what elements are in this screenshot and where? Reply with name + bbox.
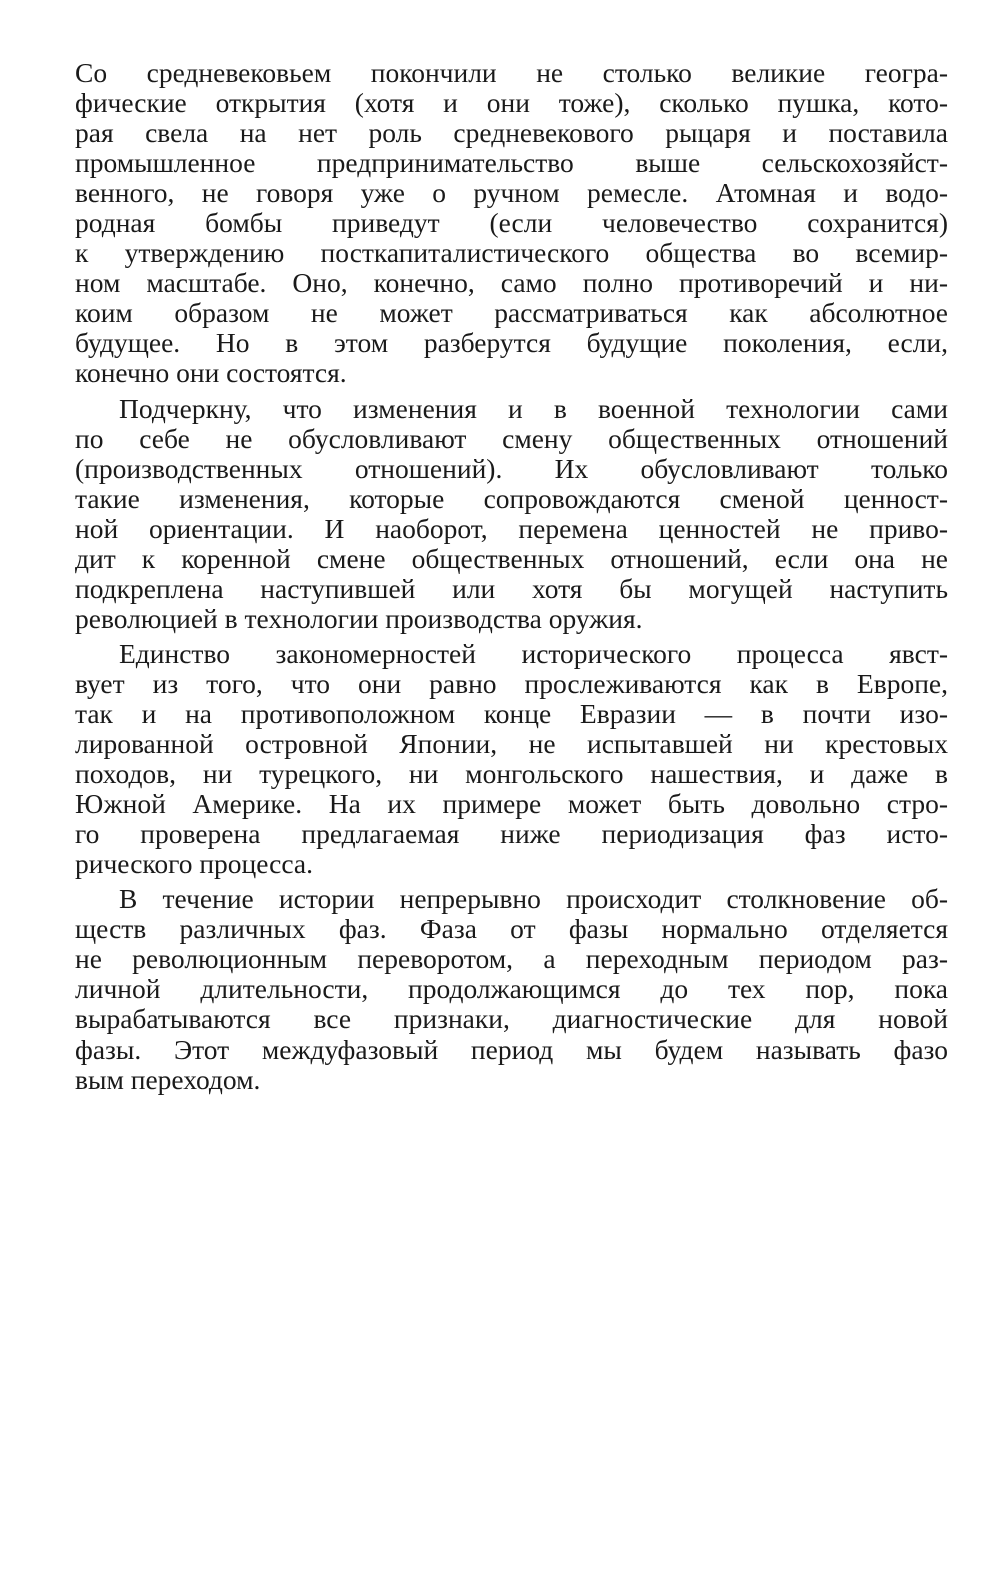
text-line: вует из того, что они равно прослеживаются как в Европе, xyxy=(75,667,948,699)
text-line: В течение истории непрерывно происходит столкновение об- xyxy=(119,883,948,915)
text-line: ной ориентации. И наоборот, перемена ценностей не приво- xyxy=(75,512,948,544)
text-line: вым переходом. xyxy=(75,1063,261,1095)
text-line: ном масштабе. Оно, конечно, само полно противоречий и ни- xyxy=(75,267,948,299)
text-line: будущее. Но в этом разберутся будущие поколения, если, xyxy=(75,327,948,359)
text-line: ществ различных фаз. Фаза от фазы нормально отделяется xyxy=(75,913,948,945)
paragraph-3 xyxy=(75,639,948,879)
text-line: Подчеркну, что изменения и в военной технологии сами xyxy=(119,392,948,424)
text-line: личной длительности, продолжающимся до тех пор, пока xyxy=(75,973,948,1005)
text-line: фические открытия (хотя и они тоже), сколько пушка, кото- xyxy=(75,87,948,119)
page-text xyxy=(75,58,948,1100)
text-line: конечно они состоятся. xyxy=(75,357,347,389)
text-line: дит к коренной смене общественных отношений, если она не xyxy=(75,542,948,574)
text-line: рая свела на нет роль средневекового рыцаря и поставила xyxy=(75,117,948,149)
paragraph-2 xyxy=(75,394,948,634)
text-line: так и на противоположном конце Евразии — в почти изо- xyxy=(75,697,948,729)
paragraph-4 xyxy=(75,884,948,1094)
text-line: родная бомбы приведут (если человечество сохранится) xyxy=(75,207,948,239)
text-line: походов, ни турецкого, ни монгольского нашествия, и даже в xyxy=(75,758,948,790)
text-line: Единство закономерностей исторического процесса явст- xyxy=(119,637,948,669)
text-line: по себе не обусловливают смену общественных отношений xyxy=(75,422,948,454)
text-line: революцией в технологии производства оружия. xyxy=(75,602,643,634)
text-line: венного, не говоря уже о ручном ремесле. Атомная и водо- xyxy=(75,177,948,209)
text-line: (производственных отношений). Их обусловливают только xyxy=(75,452,948,484)
text-line: коим образом не может рассматриваться как абсолютное xyxy=(75,297,948,329)
text-line: не революционным переворотом, а переходным периодом раз- xyxy=(75,943,948,975)
paragraph-1 xyxy=(75,58,948,389)
text-line: промышленное предпринимательство выше сельскохозяйст- xyxy=(75,147,948,179)
text-line: фазы. Этот междуфазовый период мы будем называть фазо xyxy=(75,1033,948,1065)
text-line: го проверена предлагаемая ниже периодизация фаз исто- xyxy=(75,818,948,850)
text-line: такие изменения, которые сопровождаются сменой ценност- xyxy=(75,482,948,514)
text-line: Южной Америке. На их примере может быть довольно стро- xyxy=(75,788,948,820)
text-line: подкреплена наступившей или хотя бы могущей наступить xyxy=(75,572,948,604)
text-line: рического процесса. xyxy=(75,848,313,880)
text-line: лированной островной Японии, не испытавшей ни крестовых xyxy=(75,728,948,760)
text-line: к утверждению посткапиталистического общества во всемир- xyxy=(75,237,948,269)
text-line: вырабатываются все признаки, диагностические для новой xyxy=(75,1003,948,1035)
text-line: Со средневековьем покончили не столько великие геогра- xyxy=(75,57,948,88)
